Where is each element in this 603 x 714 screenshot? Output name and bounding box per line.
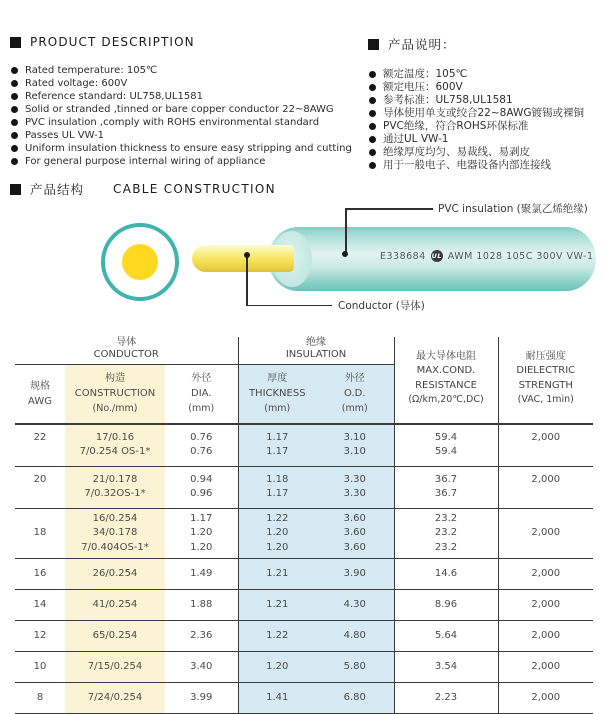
bullet-icon bbox=[369, 136, 376, 143]
bullet-icon bbox=[369, 110, 376, 117]
table-row bbox=[15, 466, 593, 508]
bullet-item bbox=[10, 90, 364, 103]
column-header-awg: 规格 AWG bbox=[15, 365, 65, 425]
bullet-text: PVC insulation ,comply with ROHS environmental standard bbox=[25, 117, 320, 128]
table-cell: 18 bbox=[15, 508, 65, 559]
table-cell: 8.96 bbox=[394, 590, 498, 621]
ul-mark-icon bbox=[431, 250, 443, 262]
bullet-text: For general purpose internal wiring of appliance bbox=[25, 156, 266, 167]
bullet-text: PVC绝缘，符合ROHS环保标准 bbox=[383, 120, 529, 132]
section-title-en: CABLE CONSTRUCTION bbox=[113, 182, 276, 196]
table-cell: 3.40 bbox=[165, 652, 238, 683]
table-row bbox=[15, 683, 593, 714]
table-cell: 2,000 bbox=[498, 683, 593, 714]
conductor-callout-line bbox=[246, 257, 248, 306]
bullet-text: 用于一般电子、电器设备内部连接线 bbox=[383, 159, 551, 171]
table-cell: 1.17 1.20 1.20 bbox=[165, 508, 238, 559]
bullet-text: 参考标准：UL758,UL1581 bbox=[383, 94, 513, 106]
table-cell: 7/15/0.254 bbox=[65, 652, 165, 683]
bullet-text: 额定电压：600V bbox=[383, 81, 463, 93]
conductor-cross-section bbox=[122, 244, 158, 280]
conductor-label: Conductor (导体) bbox=[338, 300, 425, 312]
spec-table-body bbox=[15, 424, 593, 714]
bullet-icon bbox=[369, 84, 376, 91]
section-title-zh: 产品结构 bbox=[30, 182, 85, 197]
table-cell: 5.64 bbox=[394, 621, 498, 652]
bullet-item bbox=[368, 68, 602, 81]
column-header-thickness: 厚度 THICKNESS (mm) bbox=[238, 365, 316, 425]
table-cell: 1.21 bbox=[238, 590, 316, 621]
table-cell: 23.2 23.2 23.2 bbox=[394, 508, 498, 559]
bullet-text: Rated voltage: 600V bbox=[25, 78, 128, 89]
table-cell: 3.54 bbox=[394, 652, 498, 683]
bullet-icon bbox=[369, 123, 376, 130]
section-title: 产品说明： bbox=[388, 37, 456, 52]
table-cell: 3.60 3.60 3.60 bbox=[316, 508, 394, 559]
table-group-header-row bbox=[15, 337, 593, 365]
table-cell: 1.20 bbox=[238, 652, 316, 683]
table-cell: 2,000 bbox=[498, 652, 593, 683]
bullet-icon bbox=[369, 162, 376, 169]
table-cell: 1.18 1.17 bbox=[238, 466, 316, 508]
cable-marking bbox=[380, 249, 593, 263]
bullet-text: Rated temperature: 105℃ bbox=[25, 65, 158, 76]
bullet-icon bbox=[11, 145, 18, 152]
table-cell: 2,000 bbox=[498, 508, 593, 559]
insulation-label: PVC insulation (聚氯乙烯绝缘) bbox=[438, 203, 588, 215]
table-cell: 3.90 bbox=[316, 559, 394, 590]
table-row bbox=[15, 508, 593, 559]
table-cell: 4.80 bbox=[316, 621, 394, 652]
bullet-item bbox=[368, 133, 602, 146]
table-cell: 14.6 bbox=[394, 559, 498, 590]
cable-diagram bbox=[0, 198, 603, 338]
insulation-callout-dot bbox=[342, 251, 348, 257]
table-cell: 2,000 bbox=[498, 590, 593, 621]
column-header-od: 外径 O.D. (mm) bbox=[316, 365, 394, 425]
table-cell: 1.88 bbox=[165, 590, 238, 621]
table-row bbox=[15, 559, 593, 590]
table-cell: 16/0.254 34/0.178 7/0.404OS-1* bbox=[65, 508, 165, 559]
table-row bbox=[15, 590, 593, 621]
bullet-icon bbox=[369, 149, 376, 156]
bullet-icon bbox=[369, 71, 376, 78]
bullet-item bbox=[368, 146, 602, 159]
product-description-zh-list bbox=[368, 68, 602, 172]
group-header-en: INSULATION bbox=[285, 349, 347, 360]
bullet-text: Passes UL VW-1 bbox=[25, 130, 105, 141]
bullet-text: 绝缘厚度均匀、易裁线、易剥皮 bbox=[383, 146, 530, 158]
bullet-item bbox=[10, 103, 364, 116]
group-header-conductor bbox=[15, 337, 238, 365]
bullet-text: Uniform insulation thickness to ensure easy stripping and cutting bbox=[25, 143, 352, 154]
bullet-icon bbox=[11, 67, 18, 74]
table-cell: 59.4 59.4 bbox=[394, 424, 498, 466]
table-cell: 21/0.178 7/0.32OS-1* bbox=[65, 466, 165, 508]
table-cell: 14 bbox=[15, 590, 65, 621]
bullet-item bbox=[10, 77, 364, 90]
group-header-en: CONDUCTOR bbox=[93, 349, 159, 360]
table-cell: 8 bbox=[15, 683, 65, 714]
table-cell: 0.76 0.76 bbox=[165, 424, 238, 466]
product-description-header bbox=[10, 35, 364, 49]
column-header-dielectric: 耐压强度 DIELECTRIC STRENGTH (VAC, 1min) bbox=[498, 337, 593, 424]
bullet-text: 额定温度：105℃ bbox=[383, 68, 468, 80]
table-cell: 0.94 0.96 bbox=[165, 466, 238, 508]
table-cell: 1.22 1.20 1.20 bbox=[238, 508, 316, 559]
column-header-construction: 构造 CONSTRUCTION (No./mm) bbox=[65, 365, 165, 425]
bullet-item bbox=[368, 107, 602, 120]
bullet-item bbox=[10, 64, 364, 77]
table-cell: 20 bbox=[15, 466, 65, 508]
insulation-callout-line bbox=[345, 208, 433, 210]
bullet-icon bbox=[11, 80, 18, 87]
table-cell: 1.22 bbox=[238, 621, 316, 652]
product-description-list bbox=[10, 64, 364, 168]
table-cell: 16 bbox=[15, 559, 65, 590]
table-cell: 17/0.16 7/0.254 OS-1* bbox=[65, 424, 165, 466]
table-cell: 26/0.254 bbox=[65, 559, 165, 590]
group-header-insulation bbox=[238, 337, 394, 365]
group-header-zh: 导体 bbox=[116, 337, 137, 348]
insulation-callout-line bbox=[345, 208, 347, 254]
table-cell: 5.80 bbox=[316, 652, 394, 683]
table-cell: 2,000 bbox=[498, 466, 593, 508]
table-cell: 1.17 1.17 bbox=[238, 424, 316, 466]
bullet-item bbox=[368, 120, 602, 133]
bullet-icon bbox=[11, 158, 18, 165]
table-cell: 2.36 bbox=[165, 621, 238, 652]
cable-construction-header bbox=[10, 180, 276, 198]
section-marker-icon bbox=[10, 37, 21, 48]
table-cell: 3.99 bbox=[165, 683, 238, 714]
product-description-zh-section bbox=[368, 35, 602, 172]
table-cell: 2.23 bbox=[394, 683, 498, 714]
table-cell: 1.49 bbox=[165, 559, 238, 590]
bullet-item bbox=[10, 116, 364, 129]
table-cell: 41/0.254 bbox=[65, 590, 165, 621]
table-cell: 3.30 3.30 bbox=[316, 466, 394, 508]
cable-cross-section bbox=[101, 223, 179, 301]
table-cell: 12 bbox=[15, 621, 65, 652]
table-cell: 22 bbox=[15, 424, 65, 466]
conductor-callout-line bbox=[246, 305, 332, 307]
table-cell: 65/0.254 bbox=[65, 621, 165, 652]
bullet-icon bbox=[11, 119, 18, 126]
column-header-resistance: 最大导体电阻 MAX.COND. RESISTANCE (Ω/km,20℃,DC) bbox=[394, 337, 498, 424]
bullet-item bbox=[10, 155, 364, 168]
table-cell: 1.21 bbox=[238, 559, 316, 590]
table-cell: 36.7 36.7 bbox=[394, 466, 498, 508]
table-cell: 10 bbox=[15, 652, 65, 683]
bullet-icon bbox=[11, 93, 18, 100]
table-cell: 7/24/0.254 bbox=[65, 683, 165, 714]
table-cell: 3.10 3.10 bbox=[316, 424, 394, 466]
bullet-icon bbox=[369, 97, 376, 104]
marking-cert-number: E338684 bbox=[380, 250, 426, 262]
bullet-item bbox=[10, 129, 364, 142]
product-description-zh-header bbox=[368, 35, 602, 53]
ul-mark-text: UL bbox=[431, 252, 442, 260]
table-row bbox=[15, 424, 593, 466]
bullet-text: Reference standard: UL758,UL1581 bbox=[25, 91, 203, 102]
table-cell: 2,000 bbox=[498, 621, 593, 652]
bullet-item bbox=[368, 94, 602, 107]
bullet-icon bbox=[11, 106, 18, 113]
bullet-text: 导体使用单支或绞合22~8AWG镀锡或裸铜 bbox=[383, 107, 584, 119]
bullet-item bbox=[368, 81, 602, 94]
table-row bbox=[15, 621, 593, 652]
section-title: PRODUCT DESCRIPTION bbox=[30, 35, 195, 49]
bullet-text: Solid or stranded ,tinned or bare copper conductor 22~8AWG bbox=[25, 104, 334, 115]
table-cell: 6.80 bbox=[316, 683, 394, 714]
bullet-text: 通过UL VW-1 bbox=[383, 133, 449, 145]
bullet-icon bbox=[11, 132, 18, 139]
product-description-section bbox=[10, 35, 364, 168]
section-marker-icon bbox=[368, 39, 379, 50]
group-header-zh: 绝缘 bbox=[306, 337, 326, 348]
bullet-item bbox=[10, 142, 364, 155]
cable-conductor bbox=[192, 245, 294, 272]
table-cell: 2,000 bbox=[498, 559, 593, 590]
marking-spec-text: AWM 1028 105C 300V VW-1 bbox=[447, 250, 594, 262]
section-marker-icon bbox=[10, 184, 21, 195]
table-cell: 4.30 bbox=[316, 590, 394, 621]
bullet-item bbox=[368, 159, 602, 172]
column-header-dia: 外径 DIA. (mm) bbox=[165, 365, 238, 425]
table-cell: 2,000 bbox=[498, 424, 593, 466]
table-cell: 1.41 bbox=[238, 683, 316, 714]
conductor-callout-dot bbox=[244, 252, 250, 258]
spec-table bbox=[15, 337, 593, 714]
table-row bbox=[15, 652, 593, 683]
